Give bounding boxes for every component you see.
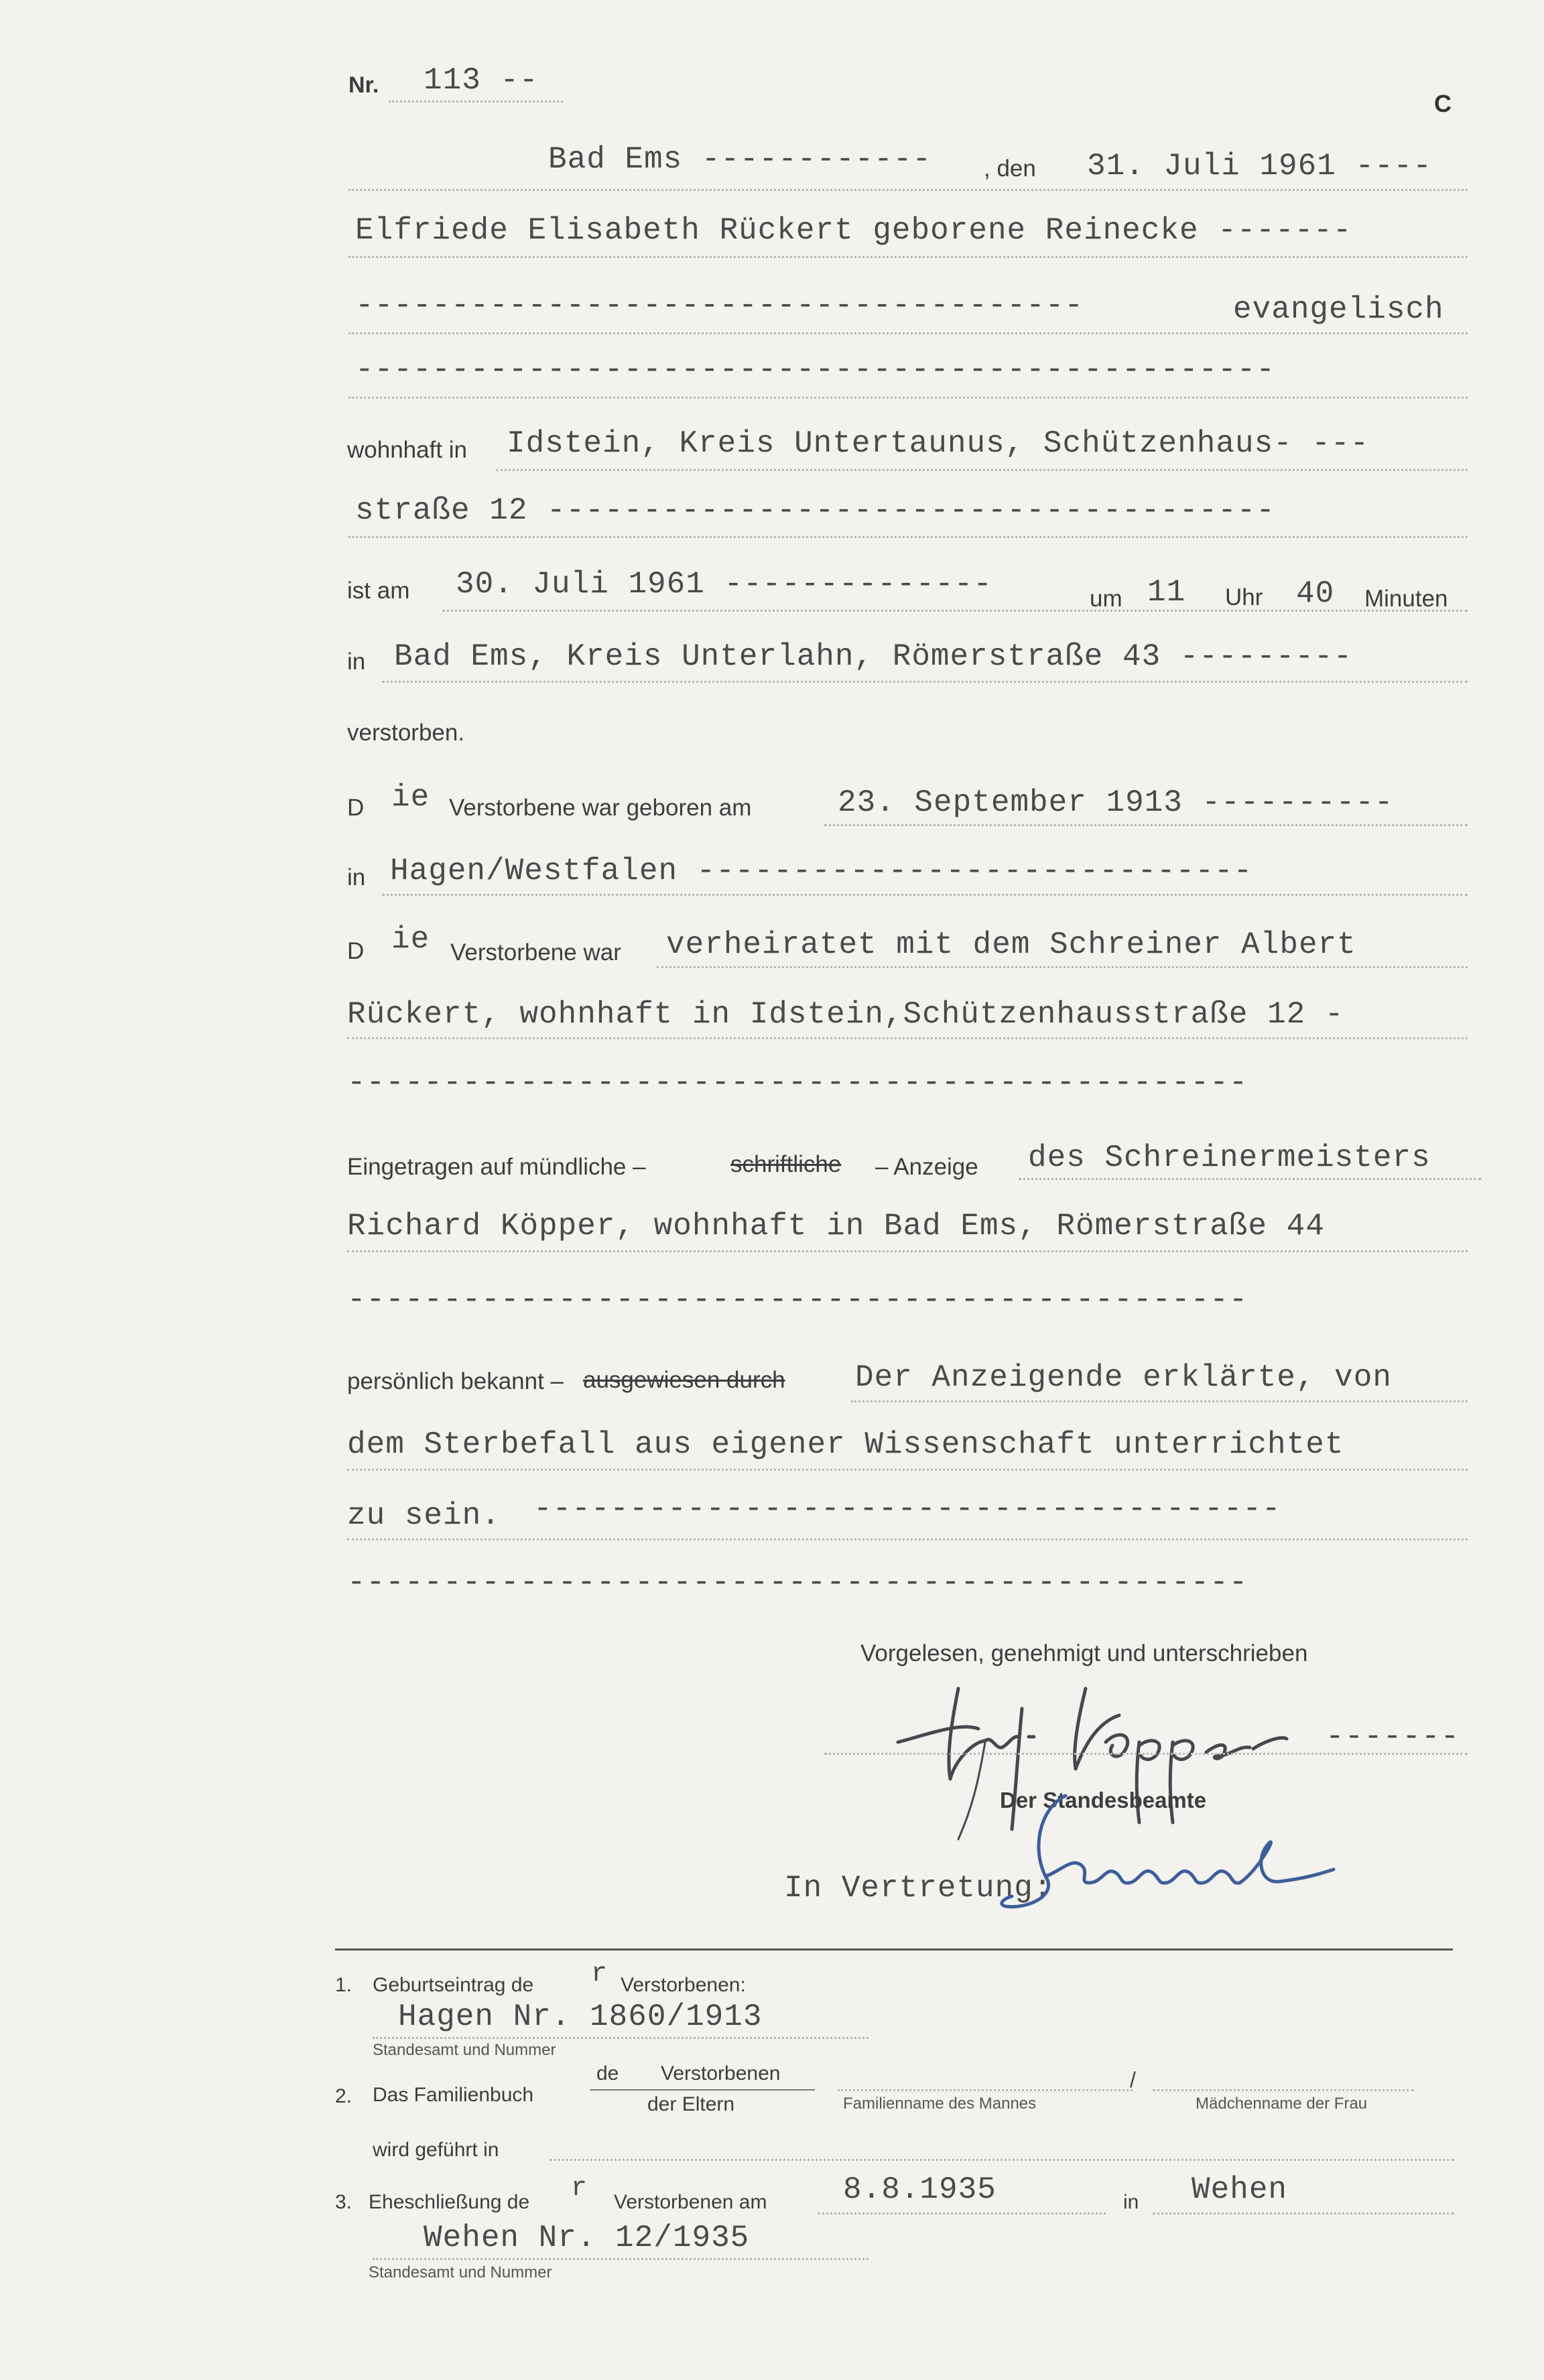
birth-place-underline [382, 894, 1468, 896]
footer-item-3-date: 8.8.1935 [843, 2172, 996, 2207]
dash-line-5: ----------------------------------------------- [347, 1565, 1248, 1600]
death-date-underline [442, 610, 1468, 612]
informant-underline-1 [1019, 1178, 1481, 1180]
in-label-1: in [347, 649, 366, 675]
footer-item-3-place: Wehen [1192, 2172, 1288, 2207]
footer-item-1-label-b: Verstorbenen: [621, 1974, 746, 1996]
nr-value: 113 -- [424, 63, 539, 98]
footer-item-2-number: 2. [335, 2085, 352, 2107]
uhr-label: Uhr [1225, 584, 1263, 610]
war-label: Verstorbene war [450, 939, 621, 966]
footer-item-3-number: 3. [335, 2191, 352, 2213]
statement-line-3: zu sein. [347, 1498, 501, 1533]
footer-item-2-verstorbenen: Verstorbenen [661, 2062, 781, 2085]
informant-line-2: Richard Köpper, wohnhaft in Bad Ems, Römerstraße 44 [347, 1209, 1325, 1244]
marital-line-1: verheiratet mit dem Schreiner Albert [666, 927, 1356, 962]
schriftliche-struck: schriftliche [730, 1151, 842, 1177]
footer-item-1-number: 1. [335, 1974, 352, 1996]
death-minute: 40 [1296, 576, 1335, 611]
footer-item-3-label-b: Verstorbenen am [614, 2191, 767, 2213]
registrar-signature [945, 1729, 1481, 1930]
registration-place: Bad Ems ------------ [548, 142, 932, 177]
statement-underline-1 [851, 1400, 1468, 1402]
statement-line-3-dashes: --------------------------------------- [533, 1492, 1281, 1526]
statement-underline-3 [347, 1538, 1468, 1540]
footer-item-2-label: Das Familienbuch [373, 2084, 534, 2106]
eingetragen-label: Eingetragen auf mündliche – [347, 1154, 646, 1180]
residence-line-1: Idstein, Kreis Untertaunus, Schützenhaus- --- [507, 426, 1370, 461]
footer-item-3-in: in [1123, 2191, 1139, 2213]
d-label-1: D [347, 795, 365, 821]
informant-line-1: des Schreinermeisters [1028, 1140, 1431, 1175]
footer-item-2-fraction-line [590, 2089, 815, 2091]
marital-underline-1 [657, 966, 1468, 968]
footer-item-3-underline [373, 2258, 868, 2260]
registration-date: 31. Juli 1961 ---- [1087, 149, 1432, 184]
footer-item-3-caption: Standesamt und Nummer [369, 2263, 552, 2282]
footer-item-3-date-underline [818, 2212, 1106, 2214]
death-place-underline [382, 681, 1468, 683]
footer-item-3-value: Wehen Nr. 12/1935 [424, 2221, 750, 2255]
footer-item-2-caption-mann: Familienname des Mannes [843, 2095, 1037, 2113]
footer-item-2-caption-frau: Mädchenname der Frau [1196, 2095, 1368, 2113]
dash-line-1: -------------------------------------- [355, 288, 1084, 323]
corner-letter: C [1434, 90, 1452, 117]
death-date: 30. Juli 1961 -------------- [456, 567, 992, 602]
footer-item-2-wird: wird geführt in [373, 2139, 499, 2161]
dash-line-3: ----------------------------------------------- [347, 1065, 1248, 1100]
vorgelesen-label: Vorgelesen, genehmigt und unterschrieben [860, 1640, 1308, 1666]
residence-underline-2 [348, 536, 1468, 538]
birth-date-underline [824, 824, 1468, 826]
d-label-2: D [347, 938, 365, 964]
footer-item-2-underline-mann [838, 2089, 1133, 2091]
footer-item-1-value: Hagen Nr. 1860/1913 [398, 1999, 763, 2034]
nr-label: Nr. [348, 72, 379, 98]
dash-line-4: ----------------------------------------------- [347, 1282, 1248, 1317]
footer-divider [335, 1948, 1453, 1951]
death-place: Bad Ems, Kreis Unterlahn, Römerstraße 43 --------- [394, 639, 1353, 674]
vertretung-label: In Vertretung: [784, 1871, 1053, 1906]
footer-item-3-place-underline [1153, 2212, 1454, 2214]
anzeige-label: – Anzeige [875, 1154, 978, 1180]
gender-suffix-2: ie [391, 922, 430, 957]
birth-date: 23. September 1913 ---------- [838, 785, 1394, 820]
den-label: , den [984, 155, 1036, 182]
residence-underline-1 [496, 469, 1468, 471]
deceased-name: Elfriede Elisabeth Rückert geborene Reinecke ------- [355, 213, 1352, 248]
footer-item-1-label-a: Geburtseintrag de [373, 1974, 534, 1996]
footer-item-3-label-a: Eheschließung de [369, 2191, 530, 2213]
ausgewiesen-struck: ausgewiesen durch [583, 1367, 785, 1393]
ist-am-label: ist am [347, 578, 410, 604]
footer-item-1-underline [373, 2037, 868, 2039]
death-hour: 11 [1147, 575, 1186, 610]
wohnhaft-label: wohnhaft in [347, 437, 468, 463]
nr-underline [389, 101, 563, 103]
name-underline [348, 256, 1468, 258]
dash-line-2-underline [348, 397, 1468, 399]
footer-item-3-r: r [571, 2174, 588, 2204]
signature-dashes: ------- [1326, 1719, 1460, 1754]
footer-item-2-underline-frau [1153, 2089, 1414, 2091]
minuten-label: Minuten [1364, 586, 1448, 612]
footer-item-2-slash: / [1130, 2068, 1136, 2092]
residence-line-2: straße 12 -------------------------------------- [355, 493, 1276, 528]
footer-item-2-wird-underline [550, 2159, 1454, 2161]
statement-line-1: Der Anzeigende erklärte, von [855, 1360, 1392, 1395]
um-label: um [1090, 586, 1122, 612]
birth-place: Hagen/Westfalen ----------------------------- [390, 854, 1253, 888]
statement-line-2: dem Sterbefall aus eigener Wissenschaft unterrichtet [347, 1427, 1344, 1462]
informant-underline-2 [347, 1250, 1468, 1252]
statement-underline-2 [347, 1469, 1468, 1471]
religion-underline [348, 332, 1468, 334]
religion: evangelisch [1233, 292, 1444, 327]
bekannt-label: persönlich bekannt – [347, 1368, 564, 1394]
standesbeamte-label: Der Standesbeamte [1000, 1788, 1207, 1812]
footer-item-1-caption: Standesamt und Nummer [373, 2041, 556, 2059]
place-date-underline [348, 189, 1468, 191]
footer-item-2-eltern: der Eltern [647, 2093, 735, 2115]
in-label-2: in [347, 864, 366, 890]
footer-item-2-de: de [596, 2062, 619, 2085]
footer-item-1-r: r [591, 1959, 608, 1989]
verstorben-label: verstorben. [347, 720, 465, 746]
marital-line-2: Rückert, wohnhaft in Idstein,Schützenhausstraße 12 - [347, 997, 1344, 1032]
dash-line-2: ------------------------------------------------ [355, 352, 1276, 387]
gender-suffix-1: ie [391, 780, 430, 815]
marital-underline-2 [347, 1037, 1468, 1039]
born-label: Verstorbene war geboren am [449, 795, 752, 821]
